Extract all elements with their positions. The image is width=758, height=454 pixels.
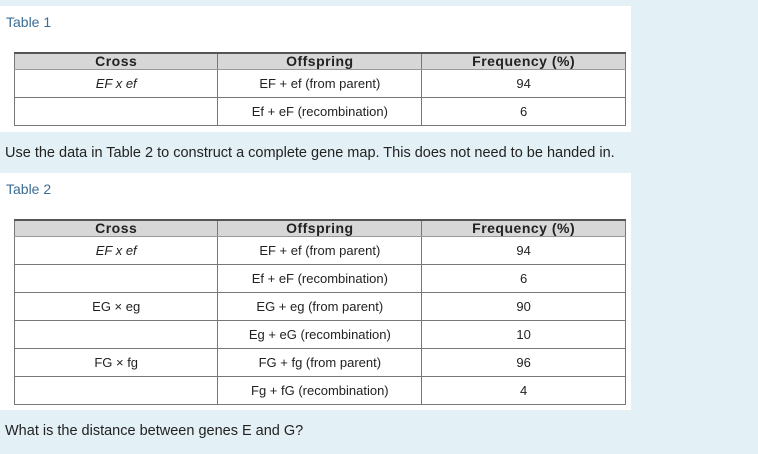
- table-row: [15, 293, 626, 321]
- table2-panel: [0, 173, 631, 410]
- table-row: [15, 70, 626, 98]
- table-row: [15, 321, 626, 349]
- table-row: [15, 349, 626, 377]
- table1-cell-cross: [15, 98, 218, 126]
- table1-header-frequency: Frequency (%): [422, 53, 626, 70]
- table1-cell-offspring: Ef + eF (recombination): [218, 98, 422, 126]
- table2-cell-frequency: 90: [422, 293, 626, 321]
- table2-cell-frequency: 4: [422, 377, 626, 405]
- table1: [14, 52, 626, 126]
- table-row: [15, 377, 626, 405]
- table2-cell-cross: EG × eg: [15, 293, 218, 321]
- table2-header-offspring: Offspring: [218, 220, 422, 237]
- instruction-text: Use the data in Table 2 to construct a complete gene map. This does not need to be handed in.: [5, 145, 615, 161]
- table1-panel: [0, 6, 631, 132]
- table2-cell-offspring: Ef + eF (recombination): [218, 265, 422, 293]
- table2-cell-offspring: EG + eg (from parent): [218, 293, 422, 321]
- table2-header-cross: Cross: [15, 220, 218, 237]
- table2-cell-frequency: 6: [422, 265, 626, 293]
- table2-cell-offspring: Eg + eG (recombination): [218, 321, 422, 349]
- table2-header-frequency: Frequency (%): [422, 220, 626, 237]
- table1-header-offspring: Offspring: [218, 53, 422, 70]
- table2-cell-cross: [15, 265, 218, 293]
- table-row: [15, 265, 626, 293]
- table2-cell-cross: FG × fg: [15, 349, 218, 377]
- table2-cell-offspring: FG + fg (from parent): [218, 349, 422, 377]
- table2-cell-offspring: Fg + fG (recombination): [218, 377, 422, 405]
- table2-cell-cross: [15, 377, 218, 405]
- table1-title: Table 1: [6, 14, 52, 30]
- table1-cell-cross: EF x ef: [15, 70, 218, 98]
- table1-cell-offspring: EF + ef (from parent): [218, 70, 422, 98]
- table1-header-cross: Cross: [15, 53, 218, 70]
- table2-cell-frequency: 96: [422, 349, 626, 377]
- table1-cell-frequency: 94: [422, 70, 626, 98]
- table2-cell-cross: EF x ef: [15, 237, 218, 265]
- table-row: [15, 98, 626, 126]
- table2: [14, 219, 626, 405]
- table1-cell-frequency: 6: [422, 98, 626, 126]
- table2-header-row: [15, 220, 626, 237]
- table2-cell-cross: [15, 321, 218, 349]
- table2-title: Table 2: [6, 181, 52, 197]
- table1-header-row: [15, 53, 626, 70]
- table-row: [15, 237, 626, 265]
- table2-cell-frequency: 10: [422, 321, 626, 349]
- table2-cell-frequency: 94: [422, 237, 626, 265]
- table2-cell-offspring: EF + ef (from parent): [218, 237, 422, 265]
- question-text: What is the distance between genes E and G?: [5, 423, 304, 439]
